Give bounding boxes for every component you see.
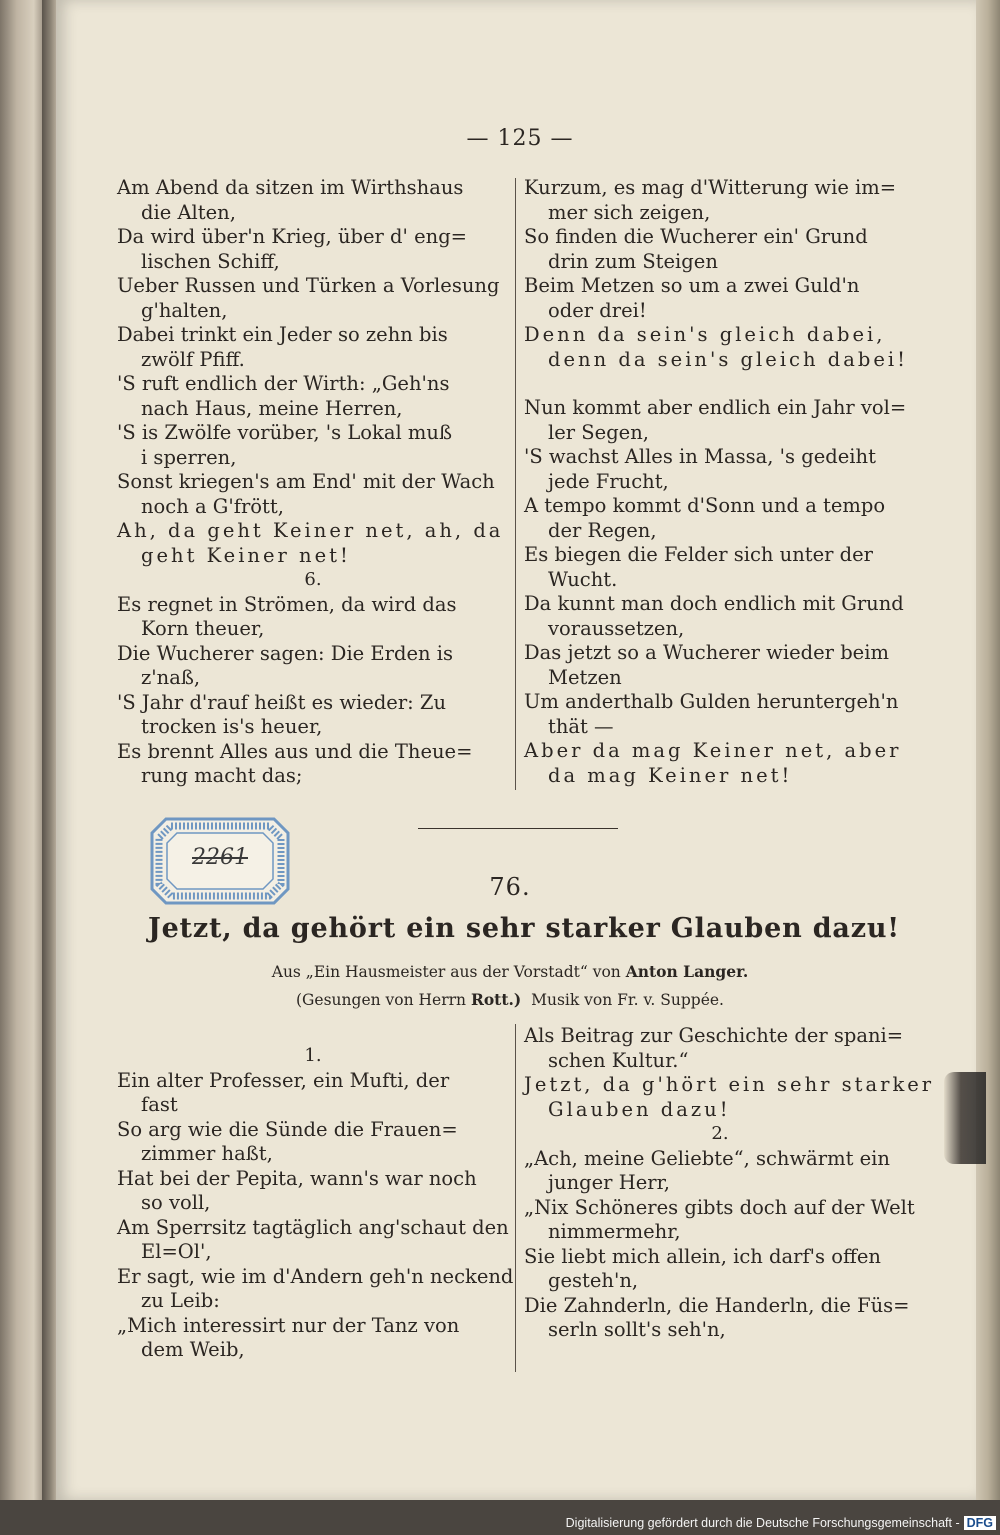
text-line: Sonst kriegen's am End' mit der Wach: [117, 470, 495, 493]
text-line: mer sich zeigen,: [548, 200, 711, 224]
refrain-line: Denn da sein's gleich dabei,: [524, 323, 886, 346]
text-line: Wucht.: [548, 567, 618, 591]
text-line: der Regen,: [548, 518, 657, 542]
refrain-line: Glauben dazu!: [548, 1097, 731, 1121]
dfg-logo: DFG: [964, 1516, 996, 1530]
text-line: „Ach, meine Geliebte“, schwärmt ein: [524, 1146, 890, 1170]
text-line: drin zum Steigen: [548, 249, 718, 273]
credit-singer: Rott.): [470, 990, 522, 1009]
text-line: Die Wucherer sagen: Die Erden is: [117, 641, 453, 665]
text-line: die Alten,: [141, 200, 236, 224]
text-line: Er sagt, wie im d'Andern geh'n neckend: [117, 1264, 514, 1288]
stanza-number: 6.: [304, 569, 322, 590]
text-line: jede Frucht,: [548, 469, 669, 493]
text-line: dem Weib,: [141, 1338, 245, 1361]
text-line: zimmer haßt,: [141, 1142, 273, 1165]
refrain-line: denn da sein's gleich dabei!: [548, 347, 908, 371]
text-line: rung macht das;: [141, 764, 303, 787]
text-line: So finden die Wucherer ein' Grund: [524, 225, 868, 248]
refrain-line: geht Keiner net!: [141, 543, 351, 567]
text-line: Ueber Russen und Türken a Vorlesung: [117, 274, 500, 297]
text-line: z'naß,: [141, 666, 201, 689]
text-line: g'halten,: [141, 298, 228, 322]
text-line: Beim Metzen so um a zwei Guld'n: [524, 274, 860, 297]
text-line: voraussetzen,: [548, 616, 685, 640]
song-credit: [200, 990, 820, 1009]
stamp-number: 2261: [192, 845, 248, 870]
text-line: thät —: [548, 714, 614, 738]
text-line: Als Beitrag zur Geschichte der spani=: [524, 1024, 904, 1047]
text-line: Ein alter Professer, ein Mufti, der: [117, 1068, 450, 1092]
text-line: i sperren,: [141, 445, 237, 469]
text-line: So arg wie die Sünde die Frauen=: [117, 1117, 458, 1141]
text-line: ler Segen,: [548, 420, 649, 444]
text-line: zu Leib:: [141, 1289, 220, 1312]
song-source: [200, 962, 820, 981]
text-line: so voll,: [141, 1191, 211, 1214]
text-line: Es brennt Alles aus und die Theue=: [117, 739, 473, 763]
text-line: Da kunnt man doch endlich mit Grund: [524, 592, 904, 615]
text-line: lischen Schiff,: [141, 249, 280, 273]
digitization-credit-text: Digitalisierung gefördert durch die Deutsche Forschungsgemeinschaft -: [565, 1516, 960, 1530]
facing-page-edge: [0, 0, 42, 1535]
text-line: Nun kommt aber endlich ein Jahr vol=: [524, 396, 907, 419]
text-line: serln sollt's seh'n,: [548, 1318, 726, 1341]
text-line: oder drei!: [548, 298, 647, 322]
refrain-line: Ah, da geht Keiner net, ah, da: [117, 519, 504, 542]
refrain-line: Aber da mag Keiner net, aber: [524, 739, 902, 762]
stanza-gap: [524, 372, 916, 396]
credit-prefix: (Gesungen von Herrn: [296, 991, 467, 1009]
text-line: nach Haus, meine Herren,: [141, 396, 403, 420]
text-line: noch a G'frött,: [141, 494, 284, 518]
column-divider: [515, 1024, 516, 1372]
text-line: schen Kultur.“: [548, 1048, 689, 1072]
text-line: „Mich interessirt nur der Tanz von: [117, 1313, 460, 1337]
text-line: nimmermehr,: [548, 1220, 681, 1243]
text-line: Die Zahnderln, die Handerln, die Füs=: [524, 1293, 910, 1317]
text-line: 'S wachst Alles in Massa, 's gedeiht: [524, 445, 876, 468]
page-fore-edge: [976, 0, 1000, 1535]
text-line: Hat bei der Pepita, wann's war noch: [117, 1166, 477, 1190]
refrain-line: Jetzt, da g'hört ein sehr starker: [524, 1073, 935, 1096]
text-line: Sie liebt mich allein, ich darf's offen: [524, 1244, 881, 1268]
song-title: Jetzt, da gehört ein sehr starker Glauben dazu!: [148, 913, 900, 944]
text-line: Am Abend da sitzen im Wirthshaus: [117, 176, 464, 199]
text-line: Korn theuer,: [141, 617, 265, 640]
digitization-credit: [566, 1516, 996, 1530]
column-divider: [515, 178, 516, 790]
page-number: — 125 —: [466, 126, 574, 151]
credit-music: Musik von Fr. v. Suppée.: [531, 991, 724, 1009]
song-right-column: [524, 1024, 935, 1343]
text-line: Am Sperrsitz tagtäglich ang'schaut den: [117, 1215, 509, 1239]
section-rule: [418, 828, 618, 829]
text-line: Metzen: [548, 665, 622, 689]
text-line: zwölf Pfiff.: [141, 347, 245, 371]
text-line: gesteh'n,: [548, 1269, 639, 1292]
text-line: El=Ol',: [141, 1240, 212, 1263]
thumb-tab: [944, 1072, 986, 1164]
text-line: 'S ruft endlich der Wirth: „Geh'ns: [117, 372, 450, 395]
stanza-number: 2.: [711, 1123, 729, 1144]
stanza-number: 1.: [304, 1045, 322, 1066]
refrain-line: da mag Keiner net!: [548, 763, 793, 787]
text-line: Es biegen die Felder sich unter der: [524, 543, 874, 566]
source-author: Anton Langer.: [625, 962, 749, 981]
text-line: junger Herr,: [548, 1171, 670, 1194]
text-line: Um anderthalb Gulden heruntergeh'n: [524, 690, 899, 713]
text-line: Es regnet in Strömen, da wird das: [117, 592, 457, 616]
text-line: Dabei trinkt ein Jeder so zehn bis: [117, 323, 448, 346]
text-line: Da wird über'n Krieg, über d' eng=: [117, 225, 468, 248]
source-prefix: Aus „Ein Hausmeister aus der Vorstadt“ von: [271, 963, 621, 981]
text-line: Kurzum, es mag d'Witterung wie im=: [524, 176, 897, 199]
text-line: „Nix Schöneres gibts doch auf der Welt: [524, 1195, 915, 1219]
prev-song-right-column: [524, 176, 916, 788]
prev-song-left-column: [117, 176, 509, 789]
text-line: trocken is's heuer,: [141, 715, 323, 738]
text-line: fast: [141, 1093, 178, 1116]
text-line: 'S Jahr d'rauf heißt es wieder: Zu: [117, 690, 447, 714]
song-number: 76.: [489, 873, 531, 901]
text-line: Das jetzt so a Wucherer wieder beim: [524, 641, 889, 664]
song-left-column: [117, 1044, 514, 1363]
text-line: A tempo kommt d'Sonn und a tempo: [524, 494, 886, 517]
text-line: 'S is Zwölfe vorüber, 's Lokal muß: [117, 421, 452, 444]
book-gutter: [42, 0, 56, 1535]
